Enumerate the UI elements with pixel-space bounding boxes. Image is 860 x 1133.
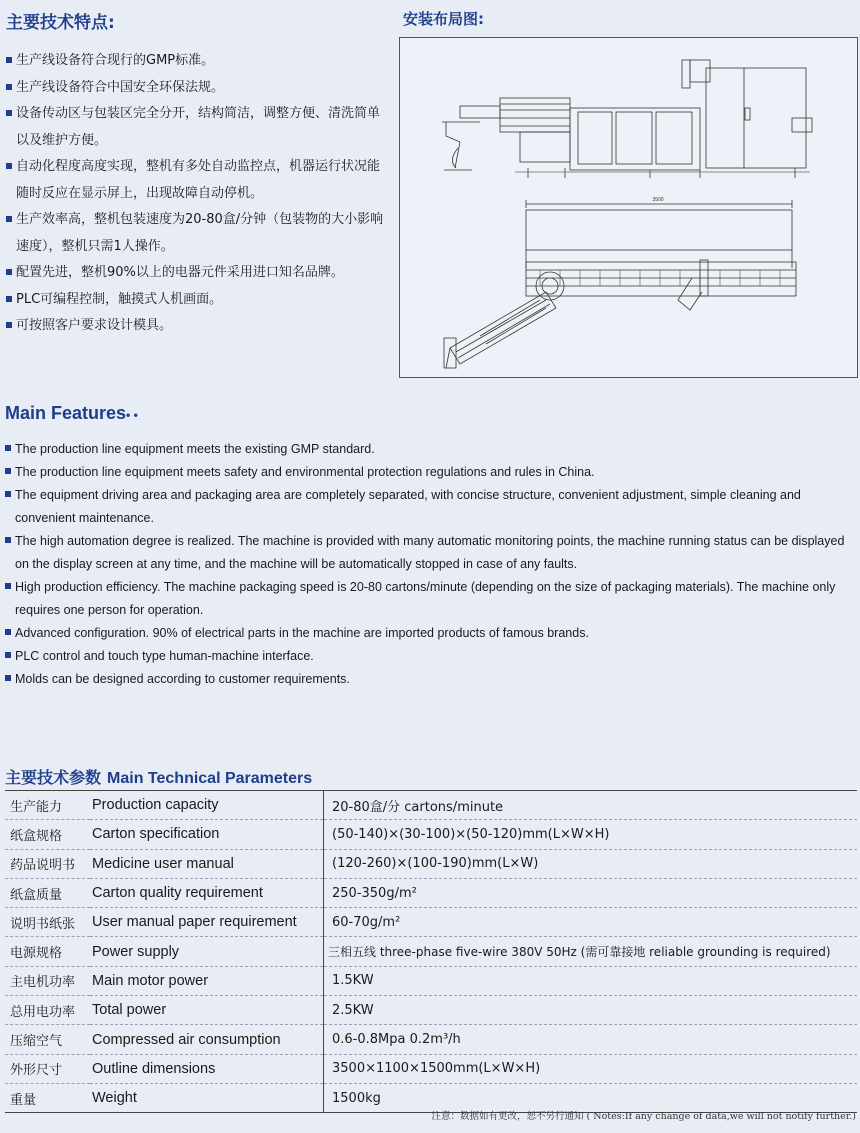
square-bullet-icon <box>6 216 12 222</box>
square-bullet-icon <box>5 537 11 543</box>
list-item: The production line equipment meets the existing GMP standard. <box>5 438 857 461</box>
list-item: 生产线设备符合现行的GMP标准。 <box>6 48 386 75</box>
params-table <box>5 790 857 1113</box>
list-item: 生产线设备符合中国安全环保法规。 <box>6 75 386 102</box>
footnote: 注意：数据如有更改，恕不另行通知 ( Notes:If any change of data,we will not notify further.) <box>431 1111 856 1122</box>
table-row: 压缩空气 Compressed air consumption 0.6-0.8Mpa 0.2m³/h <box>5 1025 857 1054</box>
cn-features-list <box>6 48 386 340</box>
list-item: 设备传动区与包装区完全分开，结构简洁，调整方便、清洗简单以及维护方便。 <box>6 101 386 154</box>
params-title: 主要技术参数 Main Technical Parameters <box>5 768 313 787</box>
list-item: The production line equipment meets safety and environmental protection regulations and rules in China. <box>5 461 857 484</box>
table-row: 主电机功率 Main motor power 1.5KW <box>5 966 857 995</box>
list-item: 配置先进，整机90%以上的电器元件采用进口知名品牌。 <box>6 260 386 287</box>
dimension-label: 3500 <box>652 197 664 203</box>
table-row: 说明书纸张 User manual paper requirement 60-70g/m² <box>5 908 857 937</box>
list-item: 可按照客户要求设计模具。 <box>6 313 386 340</box>
square-bullet-icon <box>6 269 12 275</box>
square-bullet-icon <box>5 629 11 635</box>
square-bullet-icon <box>5 652 11 658</box>
list-item: 生产效率高，整机包装速度为20-80盒/分钟（包装物的大小影响速度），整机只需1人操作。 <box>6 207 386 260</box>
en-features-title: Main Features• • <box>5 403 138 423</box>
cn-features-title: 主要技术特点: <box>6 13 115 33</box>
en-features-list <box>5 438 857 691</box>
square-bullet-icon <box>5 491 11 497</box>
square-bullet-icon <box>5 675 11 681</box>
list-item: PLC可编程控制，触摸式人机画面。 <box>6 287 386 314</box>
table-row: 纸盒规格 Carton specification (50-140)×(30-100)×(50-120)mm(L×W×H) <box>5 820 857 849</box>
table-row: 电源规格 Power supply 三相五线 three-phase five-wire 380V 50Hz (需可靠接地 reliable grounding is required) <box>5 937 857 966</box>
list-item: The equipment driving area and packaging area are completely separated, with concise structure, convenient adjustment, simple cleaning and convenient maintenance. <box>5 484 857 530</box>
list-item: PLC control and touch type human-machine interface. <box>5 645 857 668</box>
square-bullet-icon <box>6 322 12 328</box>
table-row: 药品说明书 Medicine user manual (120-260)×(100-190)mm(L×W) <box>5 849 857 878</box>
square-bullet-icon <box>6 57 12 63</box>
list-item: Advanced configuration. 90% of electrical parts in the machine are imported products of famous brands. <box>5 622 857 645</box>
installation-drawing <box>399 37 858 378</box>
square-bullet-icon <box>5 445 11 451</box>
table-row: 重量 Weight 1500kg <box>5 1083 857 1112</box>
machine-drawing-icon <box>400 38 859 379</box>
list-item: 自动化程度高度实现，整机有多处自动监控点，机器运行状况能随时反应在显示屏上，出现故障自动停机。 <box>6 154 386 207</box>
layout-title: 安装布局图: <box>403 10 484 28</box>
list-item: The high automation degree is realized. The machine is provided with many automatic monitoring points, the machine running status can be displayed on the display screen at any time, and the machine will be automatically stopped in case of any faults. <box>5 530 857 576</box>
square-bullet-icon <box>6 110 12 116</box>
table-row: 总用电功率 Total power 2.5KW <box>5 996 857 1025</box>
square-bullet-icon <box>6 296 12 302</box>
square-bullet-icon <box>6 163 12 169</box>
table-row: 生产能力 Production capacity 20-80盒/分 cartons/minute <box>5 791 857 820</box>
list-item: High production efficiency. The machine packaging speed is 20-80 cartons/minute (depending on the size of packaging materials). The machine only requires one person for operation. <box>5 576 857 622</box>
list-item: Molds can be designed according to customer requirements. <box>5 668 857 691</box>
title-dots: • • <box>126 408 138 422</box>
square-bullet-icon <box>6 84 12 90</box>
table-row: 外形尺寸 Outline dimensions 3500×1100×1500mm(L×W×H) <box>5 1054 857 1083</box>
table-row: 纸盒质量 Carton quality requirement 250-350g/m² <box>5 878 857 907</box>
square-bullet-icon <box>5 468 11 474</box>
square-bullet-icon <box>5 583 11 589</box>
